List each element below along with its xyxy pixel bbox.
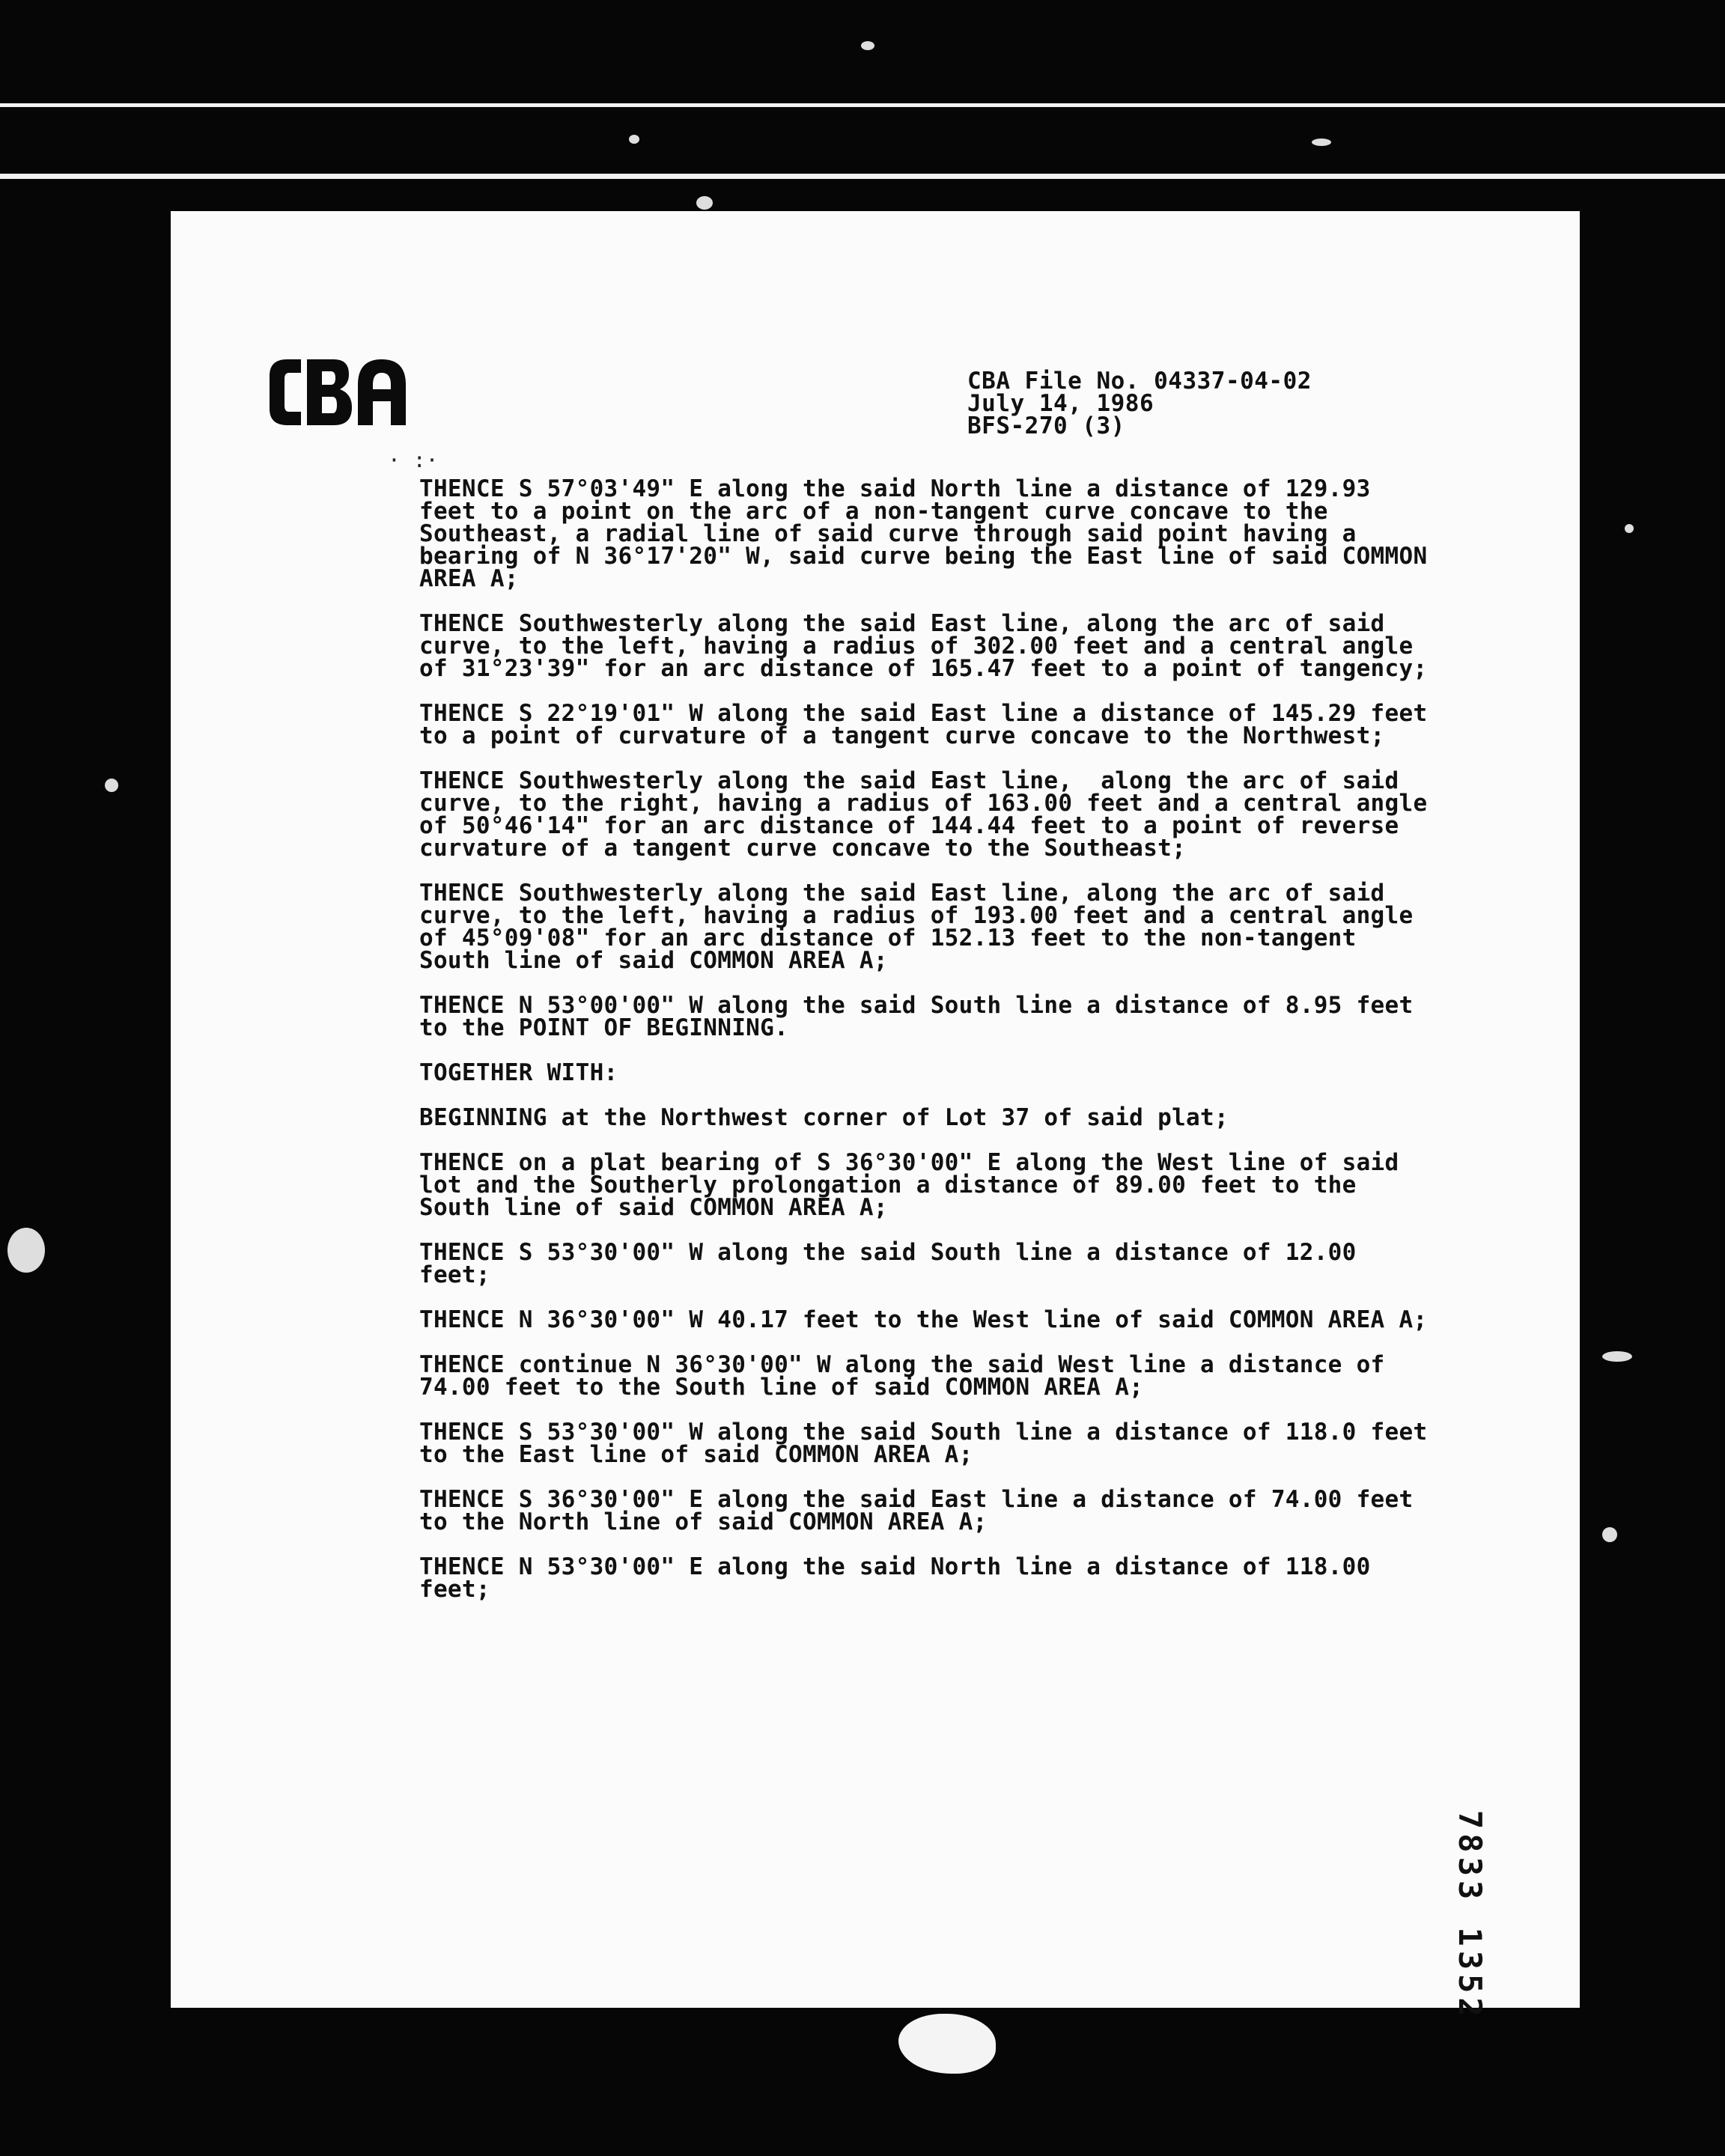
reference-code: BFS-270 (3) xyxy=(967,412,1125,439)
page-marks: · :· xyxy=(388,448,439,472)
document-page xyxy=(171,211,1580,2021)
course-paragraph: THENCE on a plat bearing of S 36°30'00" E along the West line of said lot and the Southerly prolongation a distance of 89.00 feet to the South line of said COMMON AREA A; xyxy=(419,1149,1399,1221)
file-header xyxy=(967,370,1312,437)
cba-logo xyxy=(262,355,412,430)
cba-logo-mark xyxy=(262,355,412,430)
scan-border-line-top xyxy=(0,103,1725,107)
scan-speck xyxy=(7,1228,45,1273)
section-heading: TOGETHER WITH: xyxy=(419,1059,618,1086)
scan-speck xyxy=(1602,1351,1632,1362)
course-paragraph: THENCE Southwesterly along the said East line, along the arc of said curve, to the left, having a radius of 193.00 feet and a central angle of 45°09'08" for an arc distance of 152.13 feet to the non-tangent South line of said COMMON AREA A; xyxy=(419,880,1414,974)
course-paragraph: THENCE S 22°19'01" W along the said East line a distance of 145.29 feet to a point of curvature of a tangent curve concave to the Northwest; xyxy=(419,700,1428,749)
legal-description xyxy=(419,475,1438,1603)
course-paragraph: THENCE N 53°00'00" W along the said South line a distance of 8.95 feet to the POINT OF BEGINNING. xyxy=(419,992,1414,1041)
course-paragraph: THENCE Southwesterly along the said East line, along the arc of said curve, to the right, having a radius of 163.00 feet and a central angle of 50°46'14" for an arc distance of 144.44 feet to a point of reverse curvature of a tangent curve concave to the Southeast; xyxy=(419,767,1428,862)
scan-blot xyxy=(898,2014,996,2074)
file-number: CBA File No. 04337-04-02 xyxy=(967,368,1312,395)
course-paragraph: THENCE N 53°30'00" E along the said North line a distance of 118.00 feet; xyxy=(419,1553,1371,1603)
course-paragraph: THENCE continue N 36°30'00" W along the said West line a distance of 74.00 feet to the South line of said COMMON AREA A; xyxy=(419,1351,1385,1401)
scan-speck xyxy=(1625,524,1634,533)
scan-border-line-lower xyxy=(0,174,1725,179)
scan-speck xyxy=(861,41,874,50)
course-paragraph: THENCE S 57°03'49" E along the said North line a distance of 129.93 feet to a point on the arc of a non-tangent curve concave to the Southeast, a radial line of said curve through said point having a bearing of N 36°17'20" W, said curve being the East line of said COMMON AREA A; xyxy=(419,475,1428,592)
scan-speck xyxy=(105,779,118,792)
scan-speck xyxy=(696,196,713,210)
scan-speck xyxy=(1312,138,1331,146)
course-paragraph: THENCE S 36°30'00" E along the said East line a distance of 74.00 feet to the North line of said COMMON AREA A; xyxy=(419,1486,1414,1535)
course-paragraph: THENCE Southwesterly along the said East line, along the arc of said curve, to the left, having a radius of 302.00 feet and a central angle of 31°23'39" for an arc distance of 165.47 feet to a point of tangency; xyxy=(419,610,1428,682)
document-date: July 14, 1986 xyxy=(967,390,1154,417)
recording-number: 7833 1352 xyxy=(1452,1810,1488,2021)
course-paragraph: THENCE N 36°30'00" W 40.17 feet to the West line of said COMMON AREA A; xyxy=(419,1306,1428,1333)
course-paragraph: THENCE S 53°30'00" W along the said South line a distance of 12.00 feet; xyxy=(419,1239,1357,1288)
scan-speck xyxy=(629,135,639,144)
course-paragraph: THENCE S 53°30'00" W along the said South line a distance of 118.0 feet to the East line of said COMMON AREA A; xyxy=(419,1419,1428,1468)
course-paragraph: BEGINNING at the Northwest corner of Lot 37 of said plat; xyxy=(419,1104,1229,1131)
scan-speck xyxy=(1602,1527,1617,1542)
